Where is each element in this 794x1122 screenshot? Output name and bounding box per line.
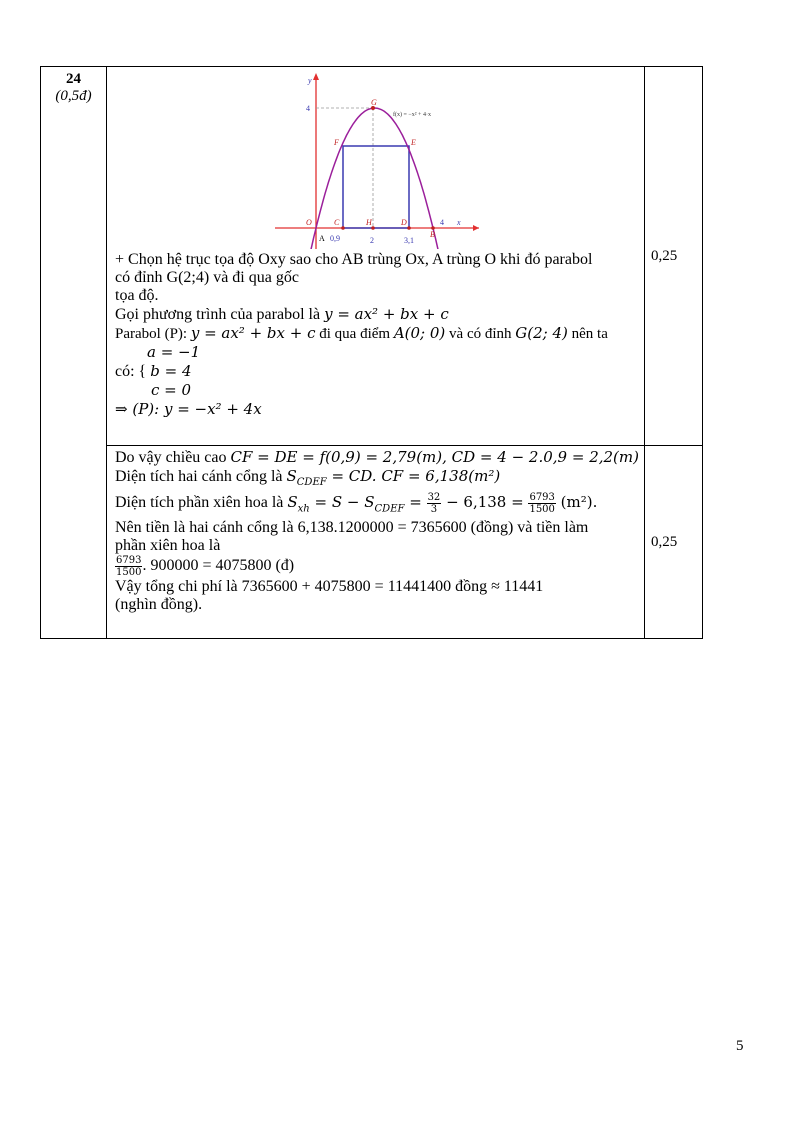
system-prefix: có: { (115, 363, 151, 380)
part2-line-1-text: Do vậy chiều cao (115, 449, 231, 466)
sxh-minus: − 6,138 = (441, 493, 529, 512)
parabol-figure (275, 69, 485, 249)
table-row (41, 446, 703, 639)
fraction-6793-1500 (528, 492, 555, 515)
label-g: G (371, 98, 377, 107)
fraction-32-3 (427, 492, 442, 515)
y-tick-4: 4 (306, 104, 310, 113)
table-row (41, 67, 703, 446)
part2-line-3-text: Diện tích phần xiên hoa là (115, 494, 288, 512)
x-axis-arrow (473, 225, 479, 231)
label-2: 2 (370, 236, 374, 245)
part1-line-5 (115, 324, 636, 343)
part2-line-3 (115, 492, 636, 518)
height-calc: CF = DE = f(0,9) = 2,79(m), CD = 4 − 2.0,9 = 2,2(m) (230, 448, 639, 466)
label-31: 3,1 (404, 236, 414, 245)
part1-line-5-eq: y = ax² + bx + c (190, 324, 316, 342)
solution-part-1 (107, 67, 645, 446)
parabola-equation: y = ax² + bx + c (324, 305, 449, 323)
label-o: O (306, 218, 312, 227)
frac-num: 32 (427, 492, 441, 504)
system-row-c (115, 381, 636, 400)
curve-label: f(x) = −x² + 4·x (393, 112, 431, 118)
system-c: c = 0 (151, 381, 192, 399)
part1-line-2: có đỉnh G(2;4) và đi qua gốc (115, 269, 299, 286)
parabola-result: ⇒ (P): y = −x² + 4x (115, 400, 262, 418)
y-axis-label: y (308, 76, 312, 85)
part1-line-5-d: nên ta (567, 326, 608, 342)
solution-part-2 (107, 446, 645, 639)
label-h: H (366, 218, 372, 227)
part2-line-4: Nên tiền là hai cánh cổng là 6,138.1200000 = 7365600 (đồng) và tiền làm (115, 518, 589, 536)
system-b: b = 4 (150, 362, 192, 380)
y-axis-arrow (313, 73, 319, 80)
system-row-a (115, 343, 636, 362)
part1-result (115, 400, 636, 419)
label-b: B (430, 230, 435, 239)
fraction-6793-1500 (115, 555, 142, 578)
sxh-subscript: xh (297, 503, 310, 515)
s-subscript: CDEF (296, 477, 327, 489)
x-axis-label: x (457, 218, 461, 227)
question-cell (41, 67, 107, 639)
answer-table (40, 66, 703, 639)
x-tick-4: 4 (440, 218, 444, 227)
frac-den: 1500 (529, 504, 555, 516)
frac-num: 6793 (529, 492, 555, 504)
label-c: C (334, 218, 340, 227)
page-number: 5 (736, 1038, 744, 1054)
part2-line-2 (115, 467, 636, 492)
part1-line-4-text: Gọi phương trình của parabol là (115, 306, 325, 323)
question-points: (0,5đ) (55, 88, 92, 104)
part2-line-8: (nghìn đồng). (115, 595, 203, 613)
sxh-expr: = S − S (309, 493, 375, 512)
label-e: E (411, 138, 416, 147)
system-row-b (115, 362, 636, 381)
part1-line-3: tọa độ. (115, 287, 159, 304)
scdef-subscript: CDEF (374, 503, 405, 515)
system-a: a = −1 (147, 343, 201, 361)
vertex-g-coord: G(2; 4) (515, 324, 568, 342)
part2-line-5: phần xiên hoa là (115, 536, 221, 554)
equals-sign: = (404, 493, 427, 512)
label-a: A (319, 234, 325, 243)
part1-line-5-b: đi qua điểm (315, 326, 394, 342)
score-cell-2 (645, 446, 703, 639)
point-c (341, 226, 345, 230)
answer-sheet (40, 66, 703, 639)
point-d (407, 226, 411, 230)
frac-den: 3 (430, 504, 438, 516)
label-d: D (401, 218, 407, 227)
score-1: 0,25 (651, 247, 678, 264)
score-2: 0,25 (651, 533, 678, 550)
label-f: F (334, 138, 339, 147)
frac-num: 6793 (116, 554, 142, 566)
frac-den: 1500 (116, 566, 142, 578)
lattice-cost: . 900000 = 4075800 (đ) (142, 556, 295, 574)
point-a-coord: A(0; 0) (393, 324, 446, 342)
part2-line-7: Vậy tổng chi phí là 7365600 + 4075800 = 11441400 đồng ≈ 11441 (115, 577, 544, 595)
question-number: 24 (66, 71, 81, 87)
part1-line-5-a: Parabol (P): (115, 326, 191, 342)
area-calc: = CD. CF = 6,138(m²) (326, 467, 501, 485)
part1-line-1: + Chọn hệ trục tọa độ Oxy sao cho AB trùng Ox, A trùng O khi đó parabol (115, 251, 593, 268)
part2-line-6 (115, 555, 636, 578)
part1-line-4 (115, 305, 636, 324)
part1-line-5-c: và có đỉnh (445, 326, 516, 342)
s-symbol: S (286, 467, 297, 485)
rectangle-cdef (343, 146, 409, 228)
part2-line-1 (115, 448, 639, 467)
sxh-unit: (m²). (555, 493, 598, 512)
label-09: 0,9 (330, 234, 340, 243)
score-cell-1 (645, 67, 703, 446)
sxh-symbol: S (287, 493, 298, 512)
part2-line-2-text: Diện tích hai cánh cổng là (115, 468, 287, 485)
